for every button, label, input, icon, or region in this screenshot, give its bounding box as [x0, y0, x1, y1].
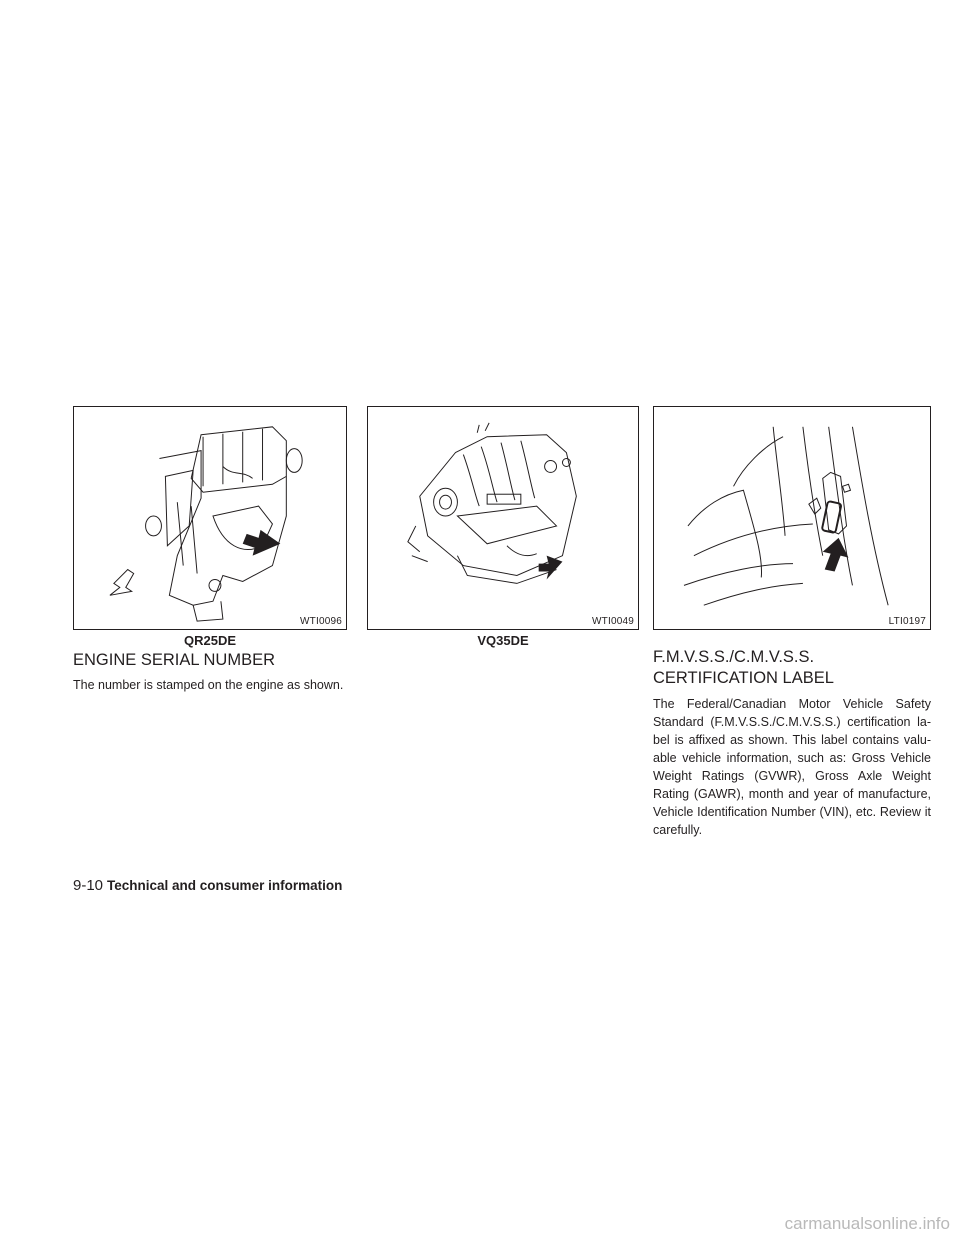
figure-code: WTI0096 — [300, 616, 342, 627]
label-outline — [822, 501, 842, 533]
heading-line-2: CERTIFICATION LABEL — [653, 669, 834, 688]
footer-section-title: Technical and consumer information — [107, 878, 343, 893]
page-footer — [73, 877, 342, 894]
heading-line-1: F.M.V.S.S./C.M.V.S.S. — [653, 648, 815, 666]
door-pillar-illustration — [654, 407, 930, 629]
figure-code: LTI0197 — [888, 616, 926, 627]
watermark: carmanualsonline.info — [784, 1214, 950, 1233]
figure-code: WTI0049 — [592, 616, 634, 627]
section-body-cert-label: The Federal/Canadian Motor Vehicle Safety Standard (F.M.V.S.S./C.M.V.S.S.) certification la-bel is affixed as shown. This label contains valu-able vehicle information, such as: Gross Vehicle Weight Ratings (GVWR), Gross Axle Weight Rating (GAWR), month and year of manufacture, Vehicle Identification Number (VIN), etc. Review it carefully. — [653, 697, 931, 837]
figure-caption: QR25DE — [183, 633, 237, 648]
arrow-indicator — [243, 530, 281, 556]
section-body-engine-serial: The number is stamped on the engine as shown. — [73, 678, 344, 692]
engine-illustration-vq35de — [368, 407, 638, 629]
engine-illustration-qr25de — [74, 407, 346, 629]
arrow-indicator — [539, 556, 563, 580]
figure-qr25de — [73, 406, 347, 630]
figure-vq35de — [367, 406, 639, 630]
section-heading-engine-serial: ENGINE SERIAL NUMBER — [73, 651, 276, 669]
page-number: 9-10 — [73, 877, 104, 894]
figure-cert-label-location — [653, 406, 931, 630]
section-heading-cert-label — [653, 647, 834, 690]
figure-caption: VQ35DE — [477, 633, 529, 648]
